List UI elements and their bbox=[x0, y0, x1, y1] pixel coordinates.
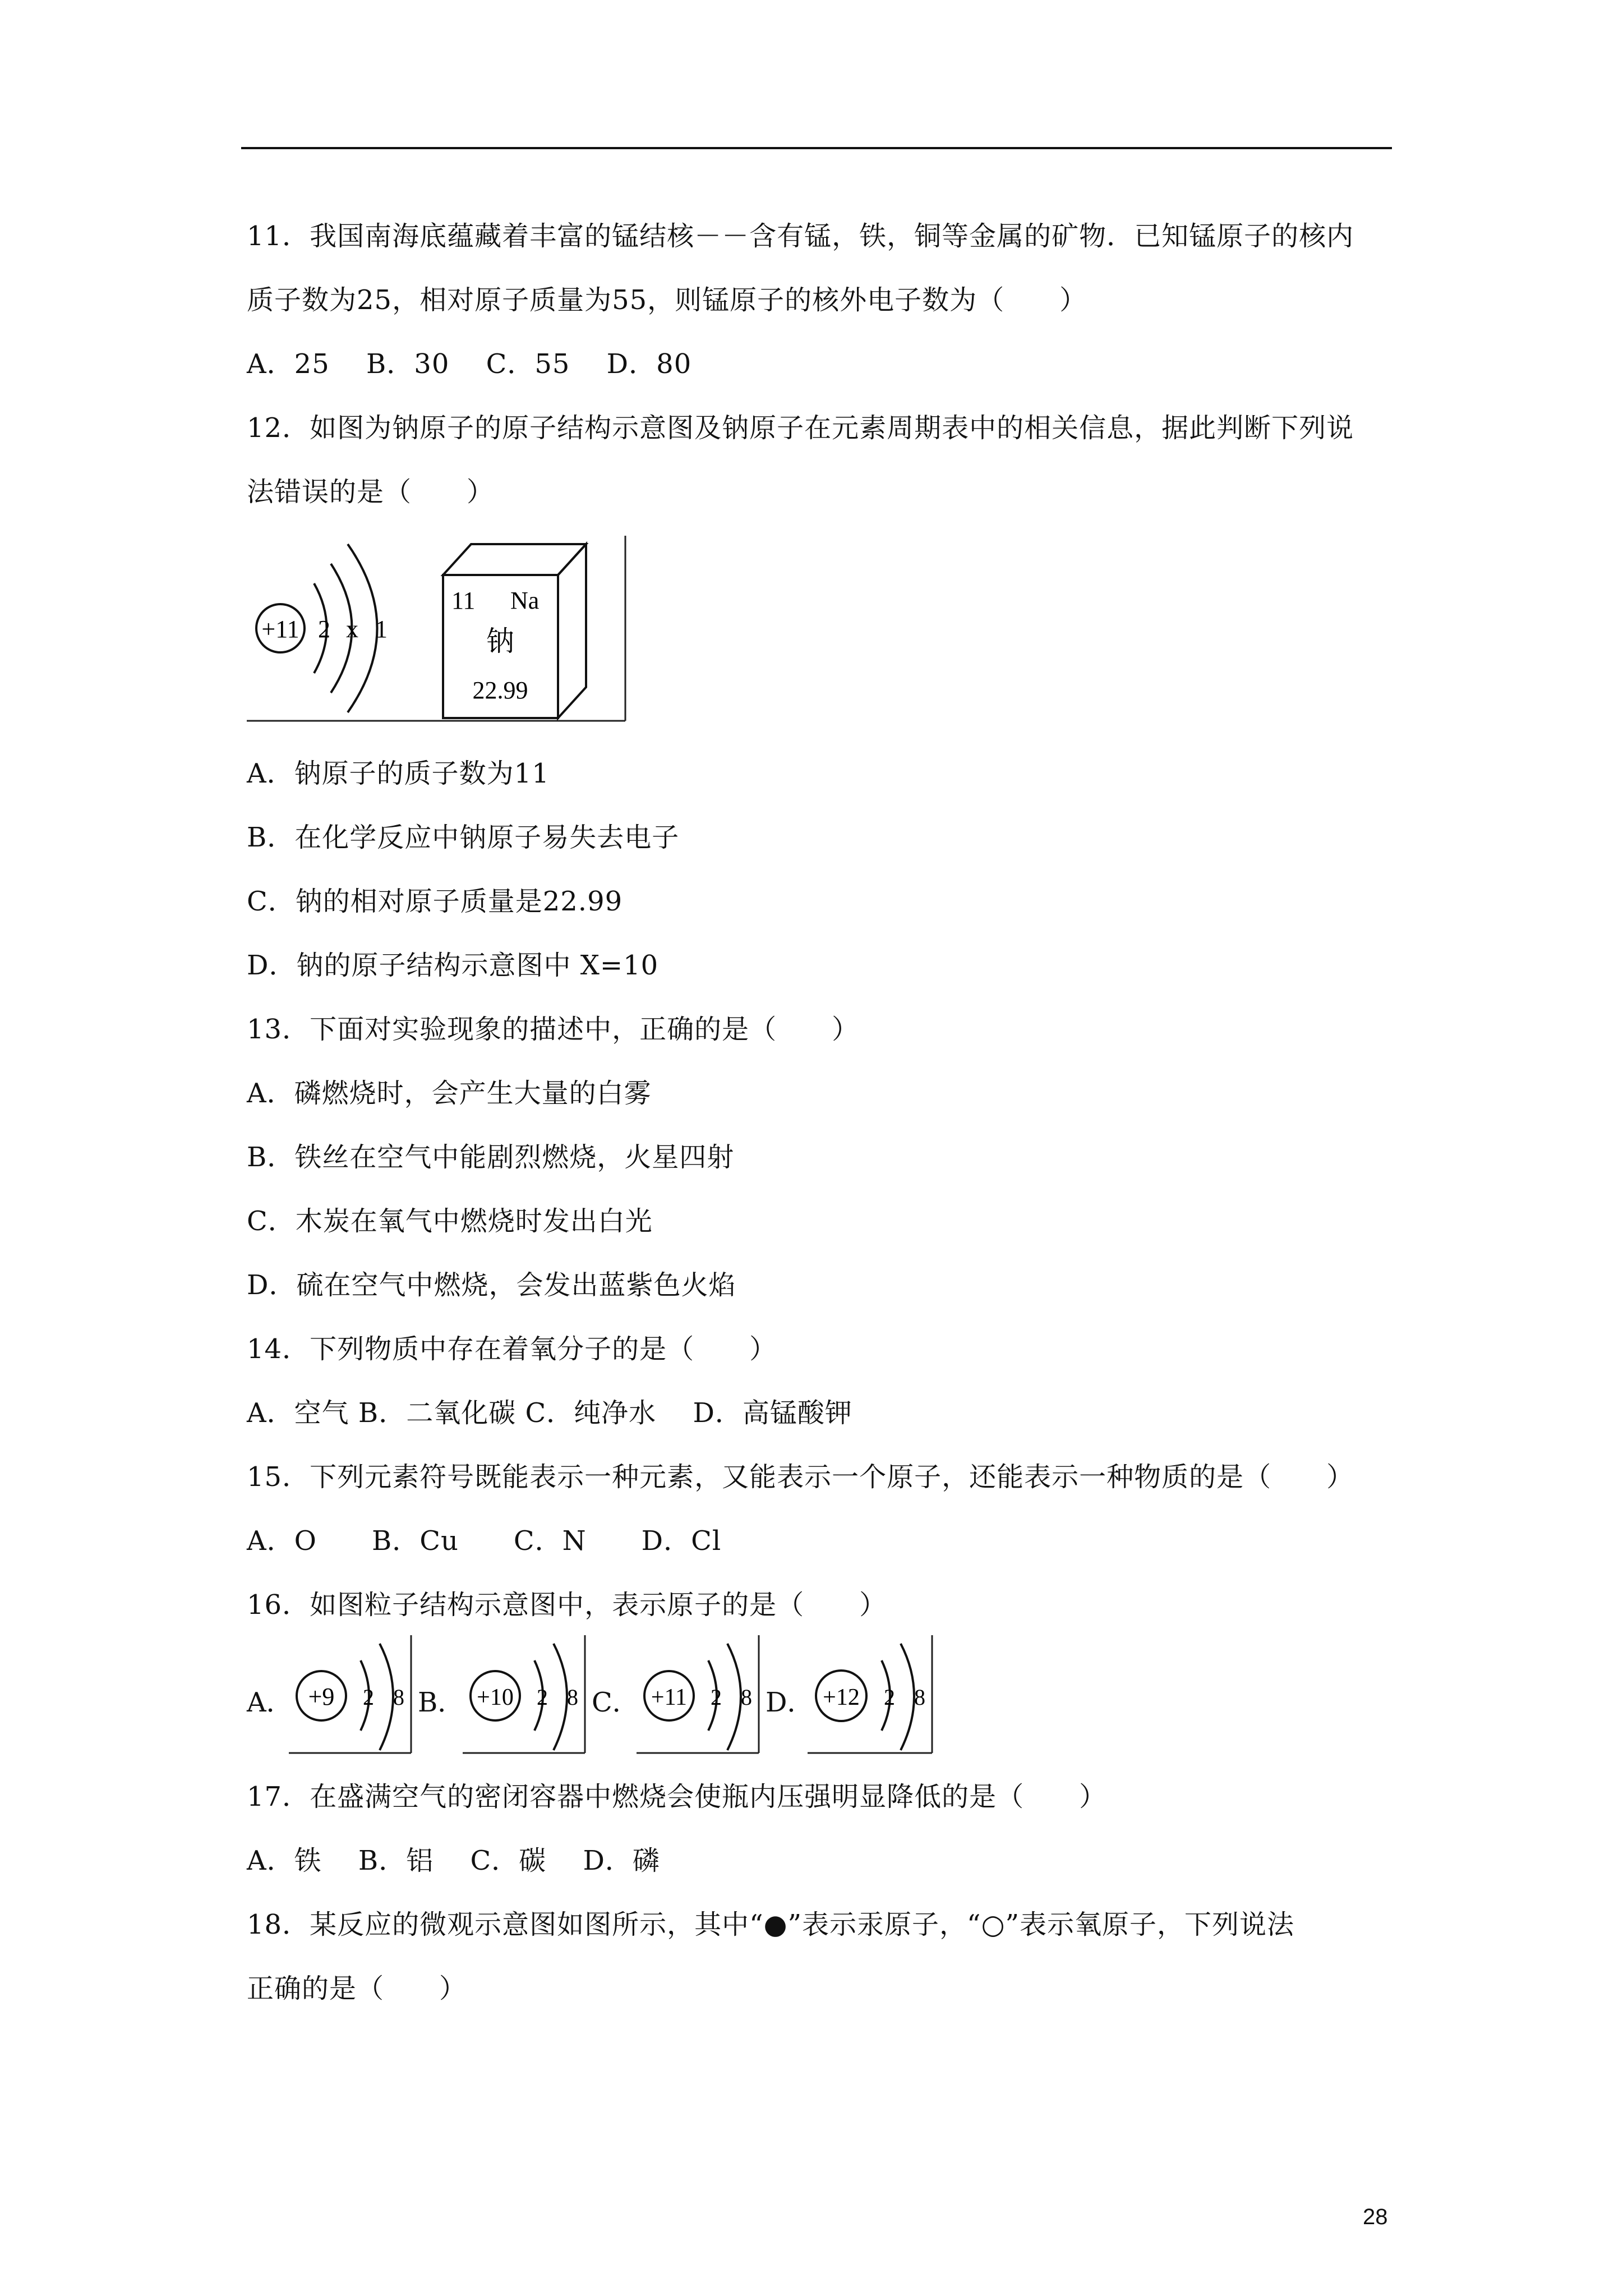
header-rule bbox=[241, 147, 1392, 149]
q13-option-d: D．硫在空气中燃烧，会发出蓝紫色火焰 bbox=[247, 1269, 736, 1301]
shell-3-count: 1 bbox=[375, 615, 388, 643]
shell-1-count: 2 bbox=[318, 615, 330, 643]
nucleus-charge: +11 bbox=[261, 615, 299, 643]
q15-stem: 15．下列元素符号既能表示一种元素，又能表示一个原子，还能表示一种物质的是（ ） bbox=[247, 1461, 1354, 1493]
q16-label-d: D． bbox=[766, 1687, 814, 1718]
element-symbol: Na bbox=[510, 587, 540, 614]
q12-option-c: C．钠的相对原子质量是22.99 bbox=[247, 886, 623, 917]
q13-stem: 13．下面对实验现象的描述中，正确的是（ ） bbox=[247, 1014, 860, 1045]
page-number: 28 bbox=[1363, 2205, 1388, 2229]
periodic-table-cell bbox=[443, 544, 586, 718]
q13-option-b: B．铁丝在空气中能剧烈燃烧，火星四射 bbox=[247, 1142, 735, 1173]
q15-options: A．O B．Cu C．N D．Cl bbox=[247, 1525, 722, 1557]
q16-a-shell1: 2 bbox=[363, 1685, 374, 1710]
q16-c-shell2: 8 bbox=[741, 1685, 752, 1710]
q16-b-nucleus: +10 bbox=[477, 1685, 514, 1710]
q13-option-a: A．磷燃烧时，会产生大量的白雾 bbox=[247, 1078, 652, 1109]
atomic-mass: 22.99 bbox=[472, 677, 528, 704]
q16-c-nucleus: +11 bbox=[651, 1685, 688, 1710]
q16-diagram-b bbox=[463, 1635, 586, 1756]
q16-b-shell1: 2 bbox=[537, 1685, 548, 1710]
element-name: 钠 bbox=[486, 625, 514, 657]
atomic-number: 11 bbox=[451, 587, 476, 614]
q17-options: A．铁 B．铝 C．碳 D．磷 bbox=[247, 1845, 660, 1876]
q16-d-shell2: 8 bbox=[914, 1685, 925, 1710]
sodium-figure bbox=[247, 533, 628, 724]
q12-option-d: D．钠的原子结构示意图中 X=10 bbox=[247, 950, 659, 981]
q12-option-b: B．在化学反应中钠原子易失去电子 bbox=[247, 822, 680, 853]
q16-diagram-c bbox=[637, 1635, 760, 1756]
q13-option-c: C．木炭在氧气中燃烧时发出白光 bbox=[247, 1205, 653, 1237]
q16-stem: 16．如图粒子结构示意图中，表示原子的是（ ） bbox=[247, 1589, 887, 1621]
q16-label-a: A． bbox=[247, 1687, 293, 1718]
q12-stem-line2: 法错误的是（ ） bbox=[247, 476, 495, 508]
shell-2-count: x bbox=[346, 615, 358, 643]
q12-stem-line1: 12．如图为钠原子的原子结构示意图及钠原子在元素周期表中的相关信息，据此判断下列说 bbox=[247, 412, 1354, 444]
q16-a-shell2: 8 bbox=[393, 1685, 404, 1710]
atom-structure-diagram bbox=[256, 544, 388, 712]
q17-stem: 17．在盛满空气的密闭容器中燃烧会使瓶内压强明显降低的是（ ） bbox=[247, 1781, 1107, 1812]
q16-d-shell1: 2 bbox=[884, 1685, 895, 1710]
q16-c-shell1: 2 bbox=[711, 1685, 722, 1710]
q16-a-nucleus: +9 bbox=[308, 1683, 335, 1710]
q16-b-shell2: 8 bbox=[567, 1685, 578, 1710]
q12-option-a: A．钠原子的质子数为11 bbox=[247, 758, 550, 789]
q18-stem-line1: 18．某反应的微观示意图如图所示，其中“●”表示汞原子，“○”表示氧原子，下列说法 bbox=[247, 1909, 1295, 1940]
q11-stem-line2: 质子数为25，相对原子质量为55，则锰原子的核外电子数为（ ） bbox=[247, 284, 1087, 316]
q18-stem-line2: 正确的是（ ） bbox=[247, 1973, 467, 2004]
q16-label-c: C． bbox=[592, 1687, 639, 1718]
q11-options: A．25 B．30 C．55 D．80 bbox=[247, 348, 692, 380]
q16-label-b: B． bbox=[418, 1687, 465, 1718]
q14-stem: 14．下列物质中存在着氧分子的是（ ） bbox=[247, 1333, 777, 1365]
q11-stem-line1: 11．我国南海底蕴藏着丰富的锰结核－－含有锰，铁，铜等金属的矿物．已知锰原子的核内 bbox=[247, 220, 1354, 252]
q16-d-nucleus: +12 bbox=[823, 1685, 860, 1710]
q14-options: A．空气 B．二氧化碳 C．纯净水 D．高锰酸钾 bbox=[247, 1397, 852, 1429]
q16-diagram-d bbox=[808, 1635, 934, 1756]
q16-diagram-a bbox=[289, 1635, 412, 1756]
